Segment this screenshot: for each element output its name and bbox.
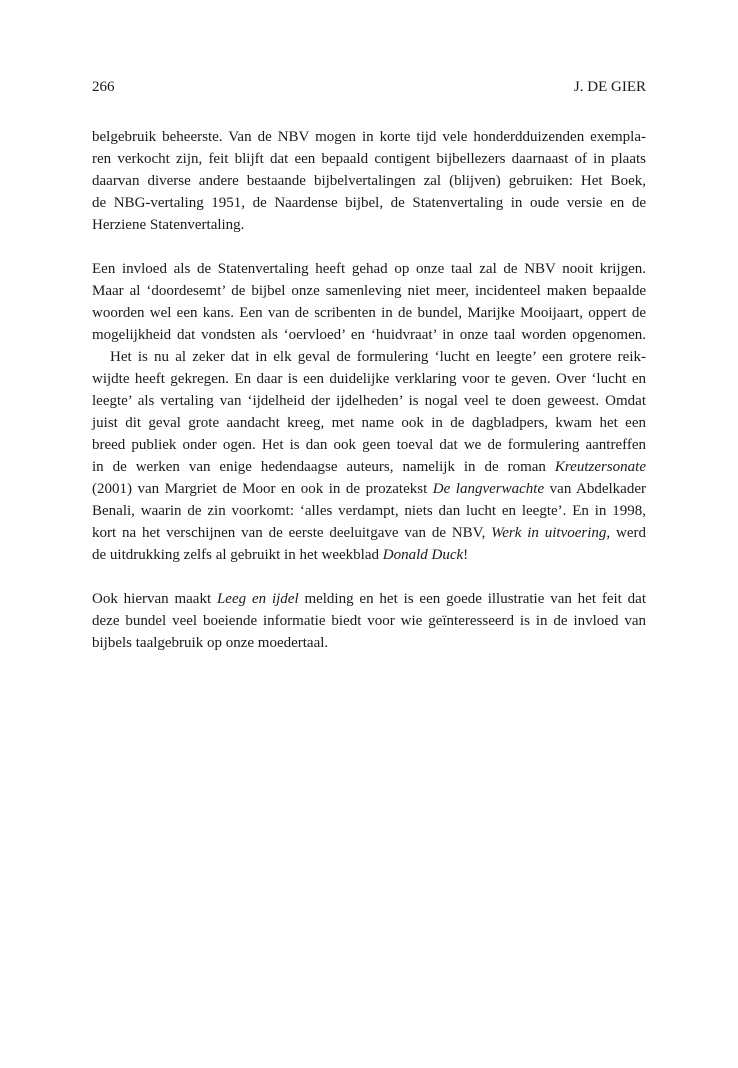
text-run: kort na het verschijnen van de eerste deeluitgave van de NBV, xyxy=(92,525,492,541)
text-line: ren verkocht zijn, feit blijft dat een bepaald contigent bijbellezers daarnaast of in plaats xyxy=(92,151,646,167)
text-line: Een invloed als de Statenvertaling heeft gehad op onze taal zal de NBV nooit krijgen. xyxy=(92,261,646,277)
text-line: breed publiek onder ogen. Het is dan ook geen toeval dat we de formulering aantreffen xyxy=(92,437,646,453)
paragraph-2 xyxy=(92,258,646,346)
text-run: ! xyxy=(463,547,469,563)
text-line: wijdte heeft gekregen. En daar is een duidelijke verklaring voor te geven. Over ‘lucht en xyxy=(92,371,646,387)
text-run: (2001) van Margriet de Moor en ook in de prozatekst xyxy=(92,481,433,497)
running-header xyxy=(92,76,646,98)
page-number: 266 xyxy=(92,79,115,95)
book-title: Werk in uitvoering, xyxy=(491,525,611,541)
text-line: daarvan diverse andere bestaande bijbelvertalingen zal (blijven) gebruiken: Het Boek, xyxy=(92,173,646,189)
text-line: woorden wel een kans. Een van de scribenten in de bundel, Marijke Mooijaart, oppert de xyxy=(92,305,646,321)
text-line: leegte’ als vertaling van ‘ijdelheid der ijdelheden’ is nogal veel te doen geweest. Omdat xyxy=(92,393,646,409)
text-line xyxy=(92,522,646,544)
paragraph-spacer xyxy=(92,566,646,588)
book-title: Kreutzersonate xyxy=(554,459,646,475)
text-line xyxy=(92,544,646,566)
text-line xyxy=(92,588,646,610)
text-run: melding en het is een goede illustratie van het feit dat xyxy=(298,591,646,607)
text-line: mogelijkheid dat vondsten als ‘oervloed’ en ‘huidvraat’ in onze taal worden opgenomen. xyxy=(92,327,646,343)
paragraph-1 xyxy=(92,126,646,236)
text-line: belgebruik beheerste. Van de NBV mogen in korte tijd vele honderdduizenden exempla- xyxy=(92,129,646,145)
text-line: Het is nu al zeker dat in elk geval de formulering ‘lucht en leegte’ een grotere reik- xyxy=(110,349,646,365)
text-run: werd xyxy=(610,525,646,541)
running-head-author: J. DE GIER xyxy=(573,79,646,95)
text-line: Herziene Statenvertaling. xyxy=(92,217,245,233)
paragraph-spacer xyxy=(92,236,646,258)
text-line xyxy=(92,456,646,478)
magazine-title: Donald Duck xyxy=(382,547,464,563)
text-line: Benali, waarin de zin voorkomt: ‘alles verdampt, niets dan lucht en leegte’. En in 1998, xyxy=(92,503,646,519)
text-line xyxy=(92,478,646,500)
text-line: de NBG-vertaling 1951, de Naardense bijbel, de Statenvertaling in oude versie en de xyxy=(92,195,646,211)
book-title: Leeg en ijdel xyxy=(216,591,299,607)
text-line: bijbels taalgebruik op onze moedertaal. xyxy=(92,635,329,651)
page xyxy=(92,76,646,654)
paragraph-3 xyxy=(92,346,646,566)
text-run: Ook hiervan maakt xyxy=(92,591,217,607)
text-line: deze bundel veel boeiende informatie biedt voor wie geïnteresseerd is in de invloed van xyxy=(92,613,646,629)
paragraph-4 xyxy=(92,588,646,654)
text-run: de uitdrukking zelfs al gebruikt in het weekblad xyxy=(92,547,383,563)
text-run: in de werken van enige hedendaagse auteurs, namelijk in de roman xyxy=(92,459,555,475)
book-title: De langverwachte xyxy=(432,481,545,497)
text-line: juist dit geval grote aandacht kreeg, met name ook in de dagbladpers, kwam het een xyxy=(92,415,646,431)
text-line: Maar al ‘doordesemt’ de bijbel onze samenleving niet meer, incidenteel maken bepaalde xyxy=(92,283,646,299)
text-run: van Abdelkader xyxy=(544,481,646,497)
